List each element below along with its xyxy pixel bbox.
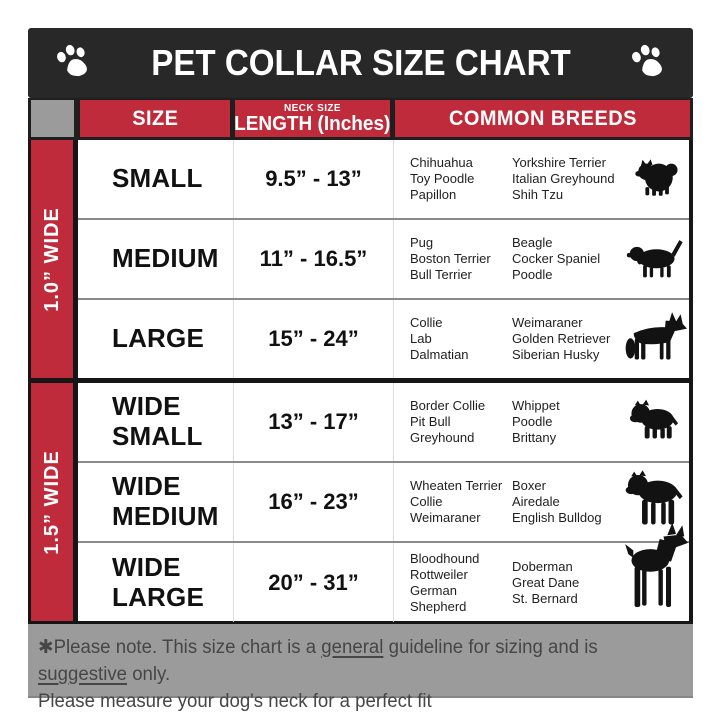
neck-length-value: 13” - 17” <box>233 383 393 461</box>
column-header-neck-length: NECK SIZE LENGTH (Inches) <box>235 100 390 137</box>
section-1.5-wide <box>28 383 693 624</box>
footnote-panel <box>28 624 693 712</box>
breeds-list-1: Wheaten Terrier Collie Weimaraner <box>410 478 503 525</box>
paw-print-icon <box>627 42 669 84</box>
breeds-list-2: Whippet Poodle Brittany <box>512 398 560 445</box>
section-1.0-wide <box>28 140 693 378</box>
size-label: WIDE MEDIUM <box>112 471 219 531</box>
column-header-common-breeds: COMMON BREEDS <box>395 100 690 137</box>
neck-length-value: 11” - 16.5” <box>233 220 393 298</box>
underlined-word-suggestive: suggestive <box>38 664 128 685</box>
beagle-silhouette-icon <box>620 236 689 282</box>
table-row-large <box>78 300 689 378</box>
breeds-cell <box>393 300 689 378</box>
table-header-row <box>28 98 693 140</box>
breeds-list-2: Weimaraner Golden Retriever Siberian Husky <box>512 315 611 362</box>
breeds-cell <box>393 383 689 461</box>
breeds-list-1: Pug Boston Terrier Bull Terrier <box>410 235 491 282</box>
paw-print-icon <box>52 42 94 84</box>
breeds-list-2: Yorkshire Terrier Italian Greyhound Shih Tzu <box>512 155 615 202</box>
page-title: PET COLLAR SIZE CHART <box>150 42 571 83</box>
breeds-list-1: Border Collie Pit Bull Greyhound <box>410 398 486 445</box>
breeds-cell <box>393 220 689 298</box>
pomeranian-silhouette-icon <box>620 157 689 201</box>
title-bar <box>28 28 693 98</box>
footnote-line2: Please measure your dog's neck for a perfect fit <box>38 691 432 712</box>
size-label: SMALL <box>112 163 203 194</box>
neck-length-value: 16” - 23” <box>233 463 393 541</box>
breeds-cell <box>393 140 689 218</box>
table-row-small <box>78 140 689 220</box>
german-shepherd-silhouette-icon <box>620 310 689 368</box>
size-label: MEDIUM <box>112 243 219 274</box>
bulldog-silhouette-icon <box>620 397 689 447</box>
header-corner-spacer <box>31 100 74 137</box>
breeds-list-2: Boxer Airedale English Bulldog <box>512 478 602 525</box>
table-row-wide-small <box>78 383 689 463</box>
width-label-strip-1.0: 1.0” WIDE <box>28 140 78 378</box>
breeds-list-1: Chihuahua Toy Poodle Papillon <box>410 155 475 202</box>
neck-length-value: 20” - 31” <box>233 543 393 622</box>
breeds-list-1: Bloodhound Rottweiler German Shepherd <box>410 550 480 614</box>
size-label: LARGE <box>112 323 204 354</box>
size-label: WIDE SMALL <box>112 391 203 451</box>
breeds-list-1: Collie Lab Dalmatian <box>410 315 469 362</box>
breeds-cell <box>393 543 689 622</box>
breeds-list-2: Doberman Great Dane St. Bernard <box>512 558 580 606</box>
pet-collar-size-chart <box>28 28 693 712</box>
table-row-wide-large <box>78 543 689 621</box>
breeds-list-2: Beagle Cocker Spaniel Poodle <box>512 235 601 282</box>
underlined-word-general: general <box>321 637 384 658</box>
column-header-size: SIZE <box>80 100 230 137</box>
footnote-text: ✱Please note. This size chart is a general guideline for sizing and is suggestive only. Please measure your dog's neck for a perfect fit <box>38 637 598 712</box>
neck-length-value: 9.5” - 13” <box>233 140 393 218</box>
table-row-wide-medium <box>78 463 689 543</box>
width-label-strip-1.5: 1.5” WIDE <box>28 383 78 621</box>
doberman-silhouette-icon <box>620 543 689 622</box>
neck-length-value: 15” - 24” <box>233 300 393 378</box>
size-label: WIDE LARGE <box>112 551 204 612</box>
table-row-medium <box>78 220 689 300</box>
